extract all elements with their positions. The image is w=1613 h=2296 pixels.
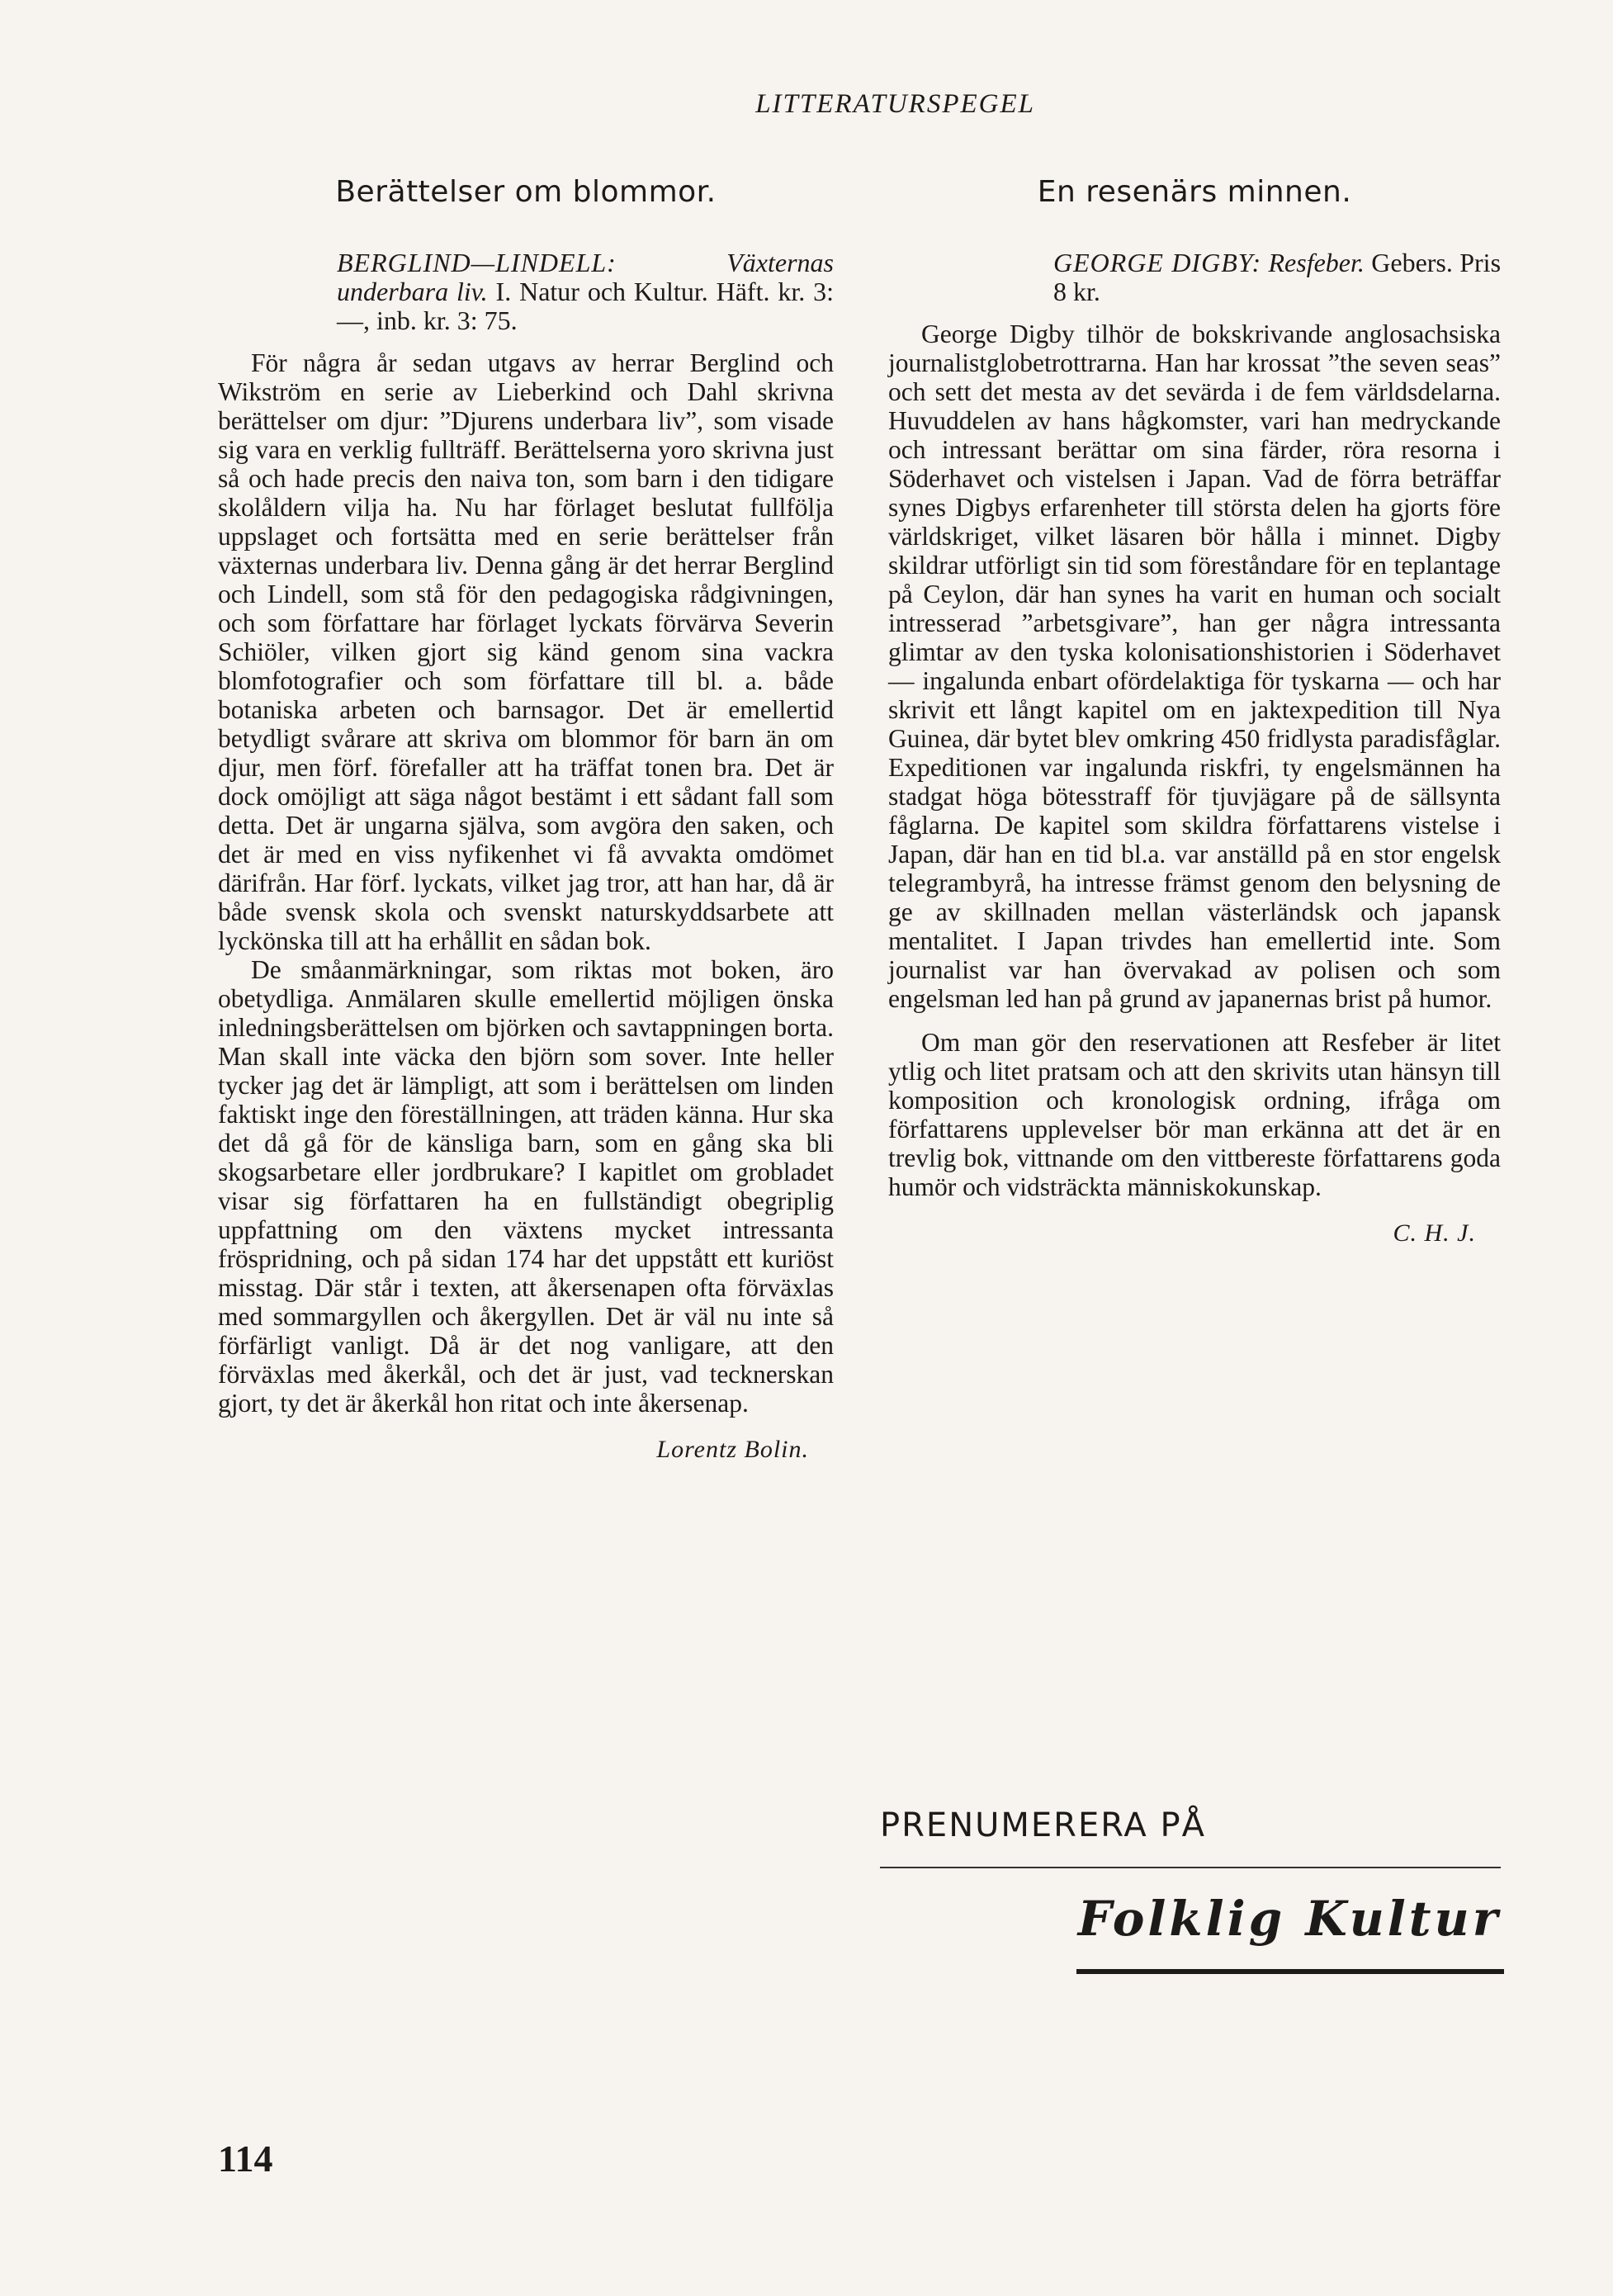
advert-subscribe-text: PRENUMERERA PÅ [880, 1806, 1206, 1844]
right-bibl-title: Resfeber. [1268, 248, 1365, 277]
right-article-signature: C. H. J. [1393, 1219, 1476, 1247]
page-number: 114 [218, 2137, 273, 2180]
logo-underline [1076, 1969, 1504, 1974]
left-bibl-title: Växternas underbara liv. [337, 248, 834, 306]
section-divider [880, 1867, 1501, 1868]
right-article-bibliography [1053, 249, 1501, 306]
right-paragraph: Om man gör den reservationen att Resfeber är litet ytlig och litet pratsam och att den skrivits utan hänsyn till komposition och kronologisk ordning, ifråga om författarens upplevelser bör man erkänna att det är en trevlig bok, vittnande om den vittbereste författarens goda humör och vidsträckta människokunskap. [888, 1028, 1501, 1201]
left-bibl-author: BERGLIND—LINDELL: [337, 248, 617, 277]
right-bibl-details: Gebers. Pris 8 kr. [1053, 248, 1502, 306]
right-article-heading: En resenärs minnen. [1037, 175, 1352, 209]
left-article-bibliography [337, 249, 834, 335]
right-bibl-author: GEORGE DIGBY: [1053, 248, 1262, 277]
right-paragraph: George Digby tilhör de bokskrivande anglosachsiska journalistglobetrottrarna. Han har krossat ”the seven seas” och sett det mesta av det sevärda i de fem världsdelarna. Huvuddelen av hans hågkomster, vari han medryckande och intressant berättar om sina färder, röra resorna i Söderhavet och vistelsen i Japan. Vad de förra beträffar synes Digbys erfarenheter till största delen ha gjorts före världskriget, vilket läsaren bör hålla i minnet. Digby skildrar utförligt sin tid som föreståndare för en teplantage på Ceylon, där han synes ha varit en human och socialt intresserad ”arbetsgivare”, han ger några intressanta glimtar av den tyska kolonisationshistorien i Söderhavet — ingalunda enbart ofördelaktiga för tyskarna — och har skrivit ett långt kapitel om en jaktexpedition till Nya Guinea, där bytet blev omkring 450 fridlysta paradisfåglar. Expeditionen var ingalunda riskfri, ty engelsmännen ha stadgat höga bötesstraff för tjuvjägare på de sällsynta fåglarna. De kapitel som skildra författarens vistelse i Japan, där han en tid bl.a. var anställd på en stor engelsk telegrambyrå, ha intresse främst genom den belysning de ge av skillnaden mellan västerländsk och japansk mentalitet. I Japan trivdes han emellertid inte. Som journalist var han övervakad av polisen och som engelsman led han på grund av japanernas brist på humor. [888, 320, 1501, 1013]
right-article-body [888, 320, 1501, 1201]
left-bibl-details: I. Natur och Kultur. Häft. kr. 3:—, inb. kr. 3: 75. [337, 277, 835, 335]
left-paragraph: För några år sedan utgavs av herrar Berglind och Wikström en serie av Lieberkind och Dahl skrivna berättelser om djur: ”Djurens underbara liv”, som visade sig vara en verklig fullträff. Berättelserna yoro skrivna just så och hade precis den naiva ton, som barn i den tidigare skolåldern vilja ha. Nu har förlaget beslutat fullfölja uppslaget och fortsätta med en serie berättelser från växternas underbara liv. Denna gång är det herrar Berglind och Lindell, som stå för den pedagogiska rådgivningen, och som författare har förlaget lyckats förvärva Severin Schiöler, vilken gjort sig känd genom sina vackra blomfotografier och som författare till bl. a. både botaniska arbeten och barnsagor. Det är emellertid betydligt svårare att skriva om blommor för barn än om djur, men förf. förefaller att ha träffat tonen bra. Det är dock omöjligt att säga något bestämt i ett sådant fall som detta. Det är ungarna själva, som avgöra den saken, och det är med en viss nyfikenhet vi få avvakta omdömet därifrån. Har förf. lyckats, vilket jag tror, att han har, då är både svensk skola och svenskt naturskyddsarbete att lyckönska till att ha erhållit en sådan bok. [218, 348, 834, 955]
left-article [218, 175, 834, 1464]
left-article-heading: Berättelser om blommor. [335, 175, 717, 209]
left-paragraph: De småanmärkningar, som riktas mot boken, äro obetydliga. Anmälaren skulle emellertid möjligen önska inledningsberättelsen om björken och savtappningen borta. Man skall inte väcka den björn som sover. Inte heller tycker jag det är lämpligt, att som i berättelsen om linden faktiskt inge den föreställningen, att träden känna. Hur ska det då gå för de känsliga barn, som en gång ska bli skogsarbetare eller jordbrukare? I kapitlet om grobladet visar sig författaren ha en fullständigt obegriplig uppfattning om den växtens mycket intressanta fröspridning, och på sidan 174 har det uppstått ett kuriöst misstag. Där står i texten, att åkersenapen ofta förväxlas med sommargyllen och åkergyllen. Det är väl nu inte så förfärligt vanligt. Då är det nog vanligare, att den förväxlas med åkerkål, och det är just, vad tecknerskan gjort, ty det är åkerkål hon ritat och inte åkersenap. [218, 955, 834, 1418]
running-header: LITTERATURSPEGEL [755, 89, 1035, 119]
folklig-kultur-logo: Folklig Kultur [1077, 1891, 1502, 1947]
left-article-body [218, 348, 834, 1418]
left-article-signature: Lorentz Bolin. [656, 1436, 809, 1463]
right-article [888, 175, 1501, 1247]
